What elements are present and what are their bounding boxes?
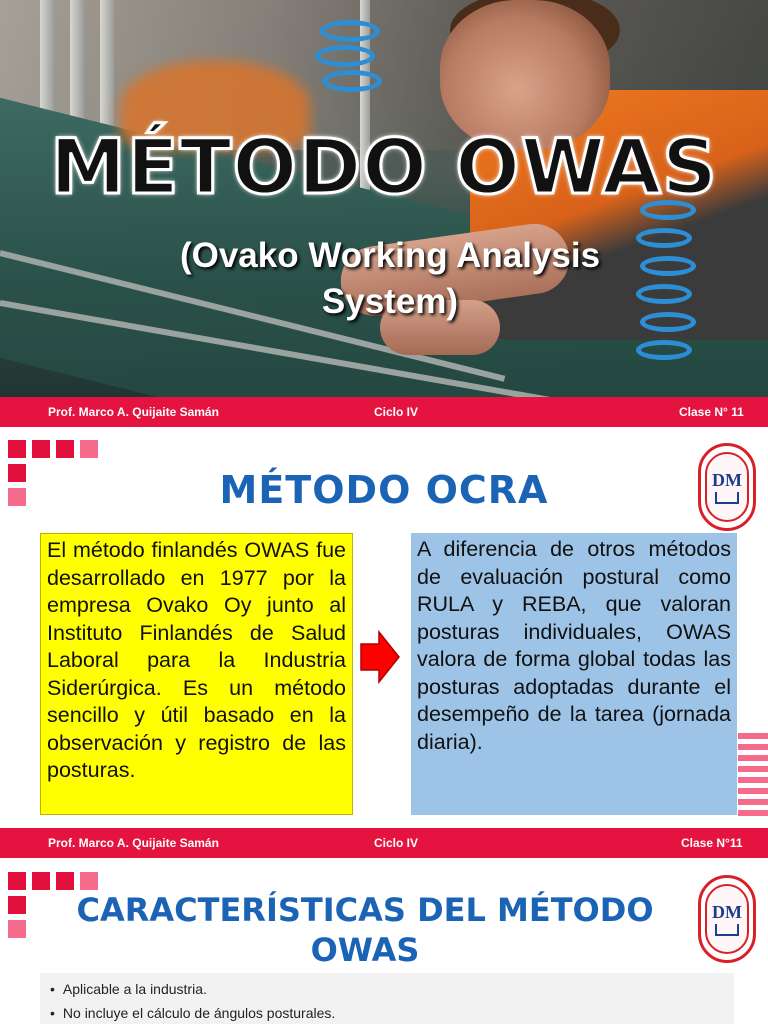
footer-cycle: Ciclo IV bbox=[374, 405, 419, 419]
slide1-subtitle-line2: System) bbox=[321, 282, 459, 321]
owas-history-text: El método finlandés OWAS fue desarrollado en 1977 por la empresa Ovako Oy junto al Instituto Finlandés de Salud Laboral para la Industria Siderúrgica. Es un método sencillo y útil basado en la observación y registro de las posturas. bbox=[40, 533, 353, 815]
slide3-title-line2: OWAS bbox=[310, 931, 420, 969]
slide1-title: MÉTODO OWAS bbox=[50, 122, 718, 211]
list-item: • Aplicable a la industria. bbox=[40, 977, 734, 1001]
list-item: • No incluye el cálculo de ángulos posturales. bbox=[40, 1001, 734, 1024]
decorative-lines bbox=[738, 733, 768, 823]
footer-class: Clase N°11 bbox=[681, 836, 743, 850]
owas-comparison-text: A diferencia de otros métodos de evaluación postural como RULA y REBA, que valoran posturas individuales, OWAS valora de forma global todas las posturas adoptadas durante el desempeño de la tarea (jornada diaria). bbox=[411, 533, 737, 815]
logo-initials: DM bbox=[712, 902, 742, 922]
footer-author: Prof. Marco A. Quijaite Samán bbox=[48, 405, 219, 419]
school-logo bbox=[698, 875, 756, 963]
hero-photo bbox=[0, 0, 768, 400]
slide1-footer bbox=[0, 397, 768, 427]
slide1-subtitle-line1: (Ovako Working Analysis bbox=[179, 236, 601, 275]
logo-initials: DM bbox=[712, 470, 742, 490]
slide2-title: MÉTODO OCRA bbox=[219, 468, 549, 512]
slide1-subtitle bbox=[90, 233, 690, 325]
slide3-title-line1: CARACTERÍSTICAS DEL MÉTODO bbox=[76, 891, 654, 929]
slide2-footer bbox=[0, 828, 768, 858]
footer-cycle: Ciclo IV bbox=[374, 836, 419, 850]
right-arrow-icon bbox=[359, 630, 401, 684]
footer-class: Clase N° 11 bbox=[679, 405, 744, 419]
slide3-title bbox=[60, 890, 670, 970]
characteristics-list bbox=[40, 973, 734, 1024]
footer-author: Prof. Marco A. Quijaite Samán bbox=[48, 836, 219, 850]
